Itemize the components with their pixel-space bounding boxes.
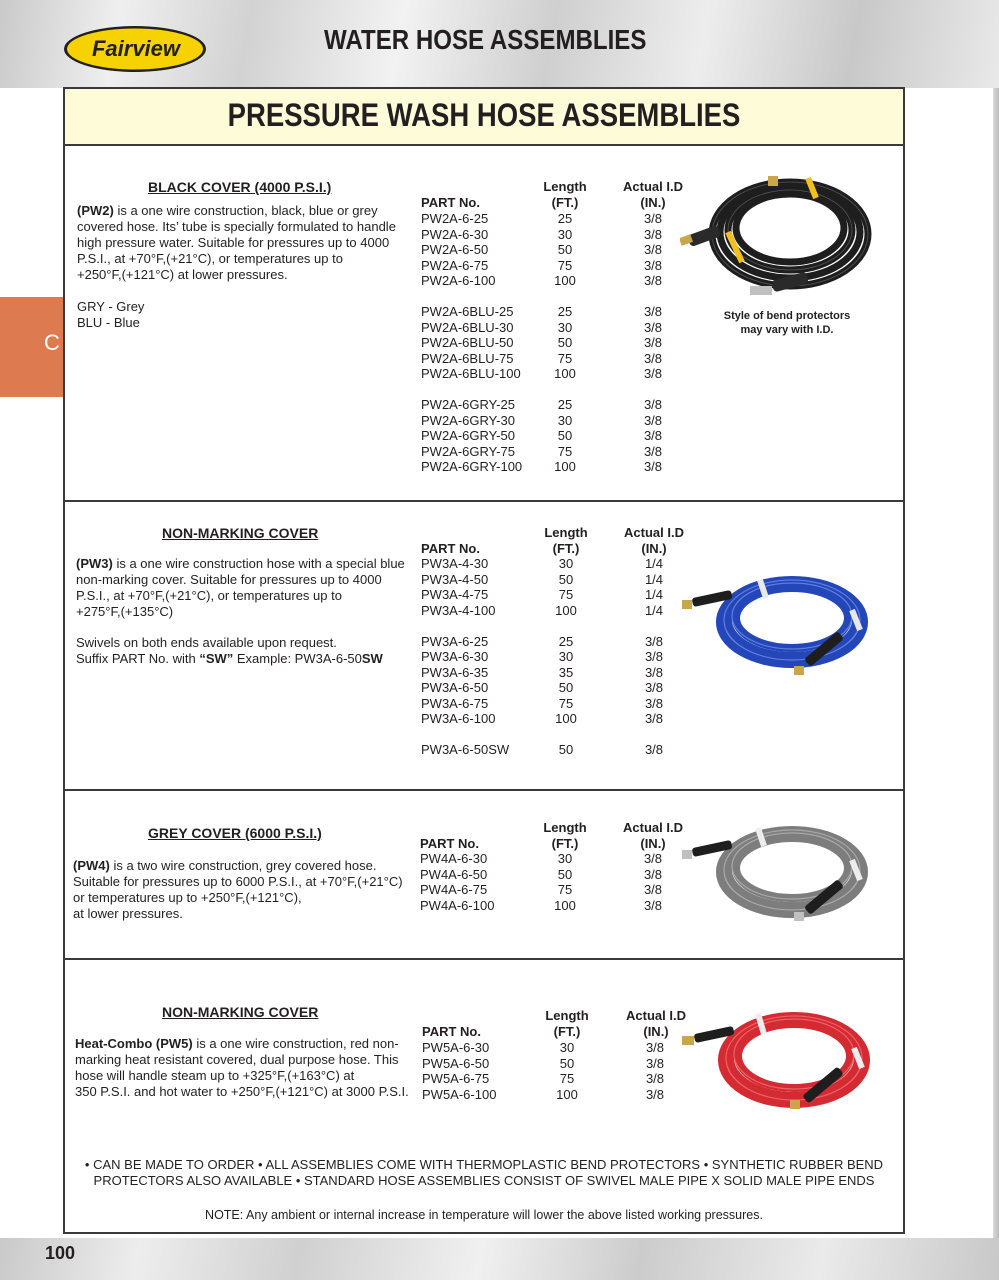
length-value: 100 <box>554 897 576 913</box>
id-value: 1/4 <box>644 571 664 587</box>
id-value: 3/8 <box>644 695 664 711</box>
product-code: (PW3) <box>76 556 113 571</box>
desc-line: marking heat resistant covered, dual purpose hose. This <box>75 1052 399 1067</box>
part-number: PW2A-6-25 <box>421 211 489 226</box>
hose-image-grey <box>682 814 872 926</box>
part-number: PW5A-6-75 <box>422 1071 490 1086</box>
part-number: PW2A-6GRY-50 <box>421 428 515 443</box>
part-number: PW2A-6GRY-25 <box>421 397 515 412</box>
desc-line: +275°F,(+135°C) <box>76 604 174 619</box>
part-number: PW2A-6GRY-30 <box>421 412 515 428</box>
length-column <box>535 851 595 913</box>
part-column <box>420 851 494 913</box>
section-tab <box>0 297 63 397</box>
id-value: 3/8 <box>643 443 663 459</box>
id-column <box>623 851 683 913</box>
length-value: 100 <box>554 273 576 288</box>
desc-line: is a one wire construction, black, blue or grey <box>113 203 378 218</box>
section-title: NON-MARKING COVER <box>162 1004 319 1020</box>
part-number: PW3A-6-50SW <box>421 742 510 757</box>
part-number: PW2A-6BLU-75 <box>421 350 514 366</box>
length-value: 100 <box>555 602 577 618</box>
desc-line: non-marking cover. Suitable for pressures up to 4000 <box>76 572 382 587</box>
id-value: 3/8 <box>643 397 663 412</box>
color-code: GRY - Grey <box>77 299 145 314</box>
id-value: 3/8 <box>644 633 664 649</box>
length-value: 75 <box>558 587 574 602</box>
length-header: Length (FT.) <box>543 179 587 210</box>
id-value: 3/8 <box>643 882 663 897</box>
part-number: PW2A-6-30 <box>421 226 489 242</box>
part-number: PW3A-4-50 <box>421 571 489 587</box>
id-value: 3/8 <box>645 1040 665 1055</box>
length-value: 30 <box>558 556 574 571</box>
length-value: 25 <box>557 211 573 226</box>
id-value: 1/4 <box>644 587 664 602</box>
desc-line: high pressure water. Suitable for pressures up to 4000 <box>77 235 390 250</box>
part-header: PART No. <box>420 836 479 851</box>
part-number: PW5A-6-50 <box>422 1055 490 1071</box>
notes-line: PROTECTORS ALSO AVAILABLE • STANDARD HOSE ASSEMBLIES CONSIST OF SWIVEL MALE PIPE X SOLID MALE PIPE ENDS <box>93 1173 875 1188</box>
length-value: 30 <box>557 319 573 335</box>
id-value: 3/8 <box>644 680 664 695</box>
id-value: 3/8 <box>644 649 664 664</box>
length-value: 30 <box>557 226 573 242</box>
desc-line: 350 P.S.I. and hot water to +250°F,(+121°C) at 3000 P.S.I. <box>75 1084 409 1099</box>
part-number: PW5A-6-100 <box>422 1086 497 1102</box>
desc-line: or temperatures up to +250°F,(+121°C), <box>73 890 302 905</box>
length-value: 50 <box>558 742 574 757</box>
desc-line: Swivels on both ends available upon request. <box>76 635 337 650</box>
length-value: 25 <box>557 304 573 319</box>
id-value: 3/8 <box>645 1086 665 1102</box>
part-number: PW4A-6-100 <box>420 897 495 913</box>
id-value: 3/8 <box>643 319 663 335</box>
id-value: 3/8 <box>643 350 663 366</box>
id-header: Actual I.D (IN.) <box>623 179 683 210</box>
id-value: 3/8 <box>643 866 663 882</box>
part-number: PW4A-6-50 <box>420 866 488 882</box>
id-column <box>623 211 683 475</box>
part-header: PART No. <box>421 541 480 556</box>
length-value: 50 <box>557 428 573 443</box>
id-header: Actual I.D (IN.) <box>623 820 683 851</box>
desc-line: P.S.I., at +70°F,(+21°C), or temperatures up to <box>76 588 342 603</box>
desc-line: P.S.I., at +70°F,(+21°C), or temperatures up to <box>77 251 343 266</box>
id-column <box>625 1040 685 1102</box>
part-column <box>422 1040 496 1102</box>
part-number: PW3A-6-30 <box>421 649 489 664</box>
id-value: 3/8 <box>644 664 664 680</box>
length-value: 25 <box>558 633 574 649</box>
logo-text: Fairview <box>91 36 181 61</box>
length-value: 75 <box>557 257 573 273</box>
id-value: 3/8 <box>643 242 663 257</box>
id-value: 3/8 <box>643 897 663 913</box>
length-value: 50 <box>557 335 573 350</box>
part-number: PW3A-4-75 <box>421 587 489 602</box>
part-number: PW4A-6-30 <box>420 851 488 866</box>
length-value: 100 <box>556 1086 578 1102</box>
part-number: PW2A-6-100 <box>421 273 496 288</box>
section-title: GREY COVER (6000 P.S.I.) <box>148 825 322 841</box>
product-code: (PW2) <box>77 203 114 218</box>
assembly-notes <box>65 1157 903 1189</box>
part-number: PW2A-6GRY-100 <box>421 459 523 474</box>
part-number: PW3A-6-25 <box>421 633 489 649</box>
part-number: PW3A-4-30 <box>421 556 489 571</box>
bend-protector-caption: Style of bend protectors may vary with I.D. <box>723 310 851 336</box>
id-value: 3/8 <box>643 412 663 428</box>
id-value: 1/4 <box>644 602 664 618</box>
page-title: PRESSURE WASH HOSE ASSEMBLIES <box>227 97 741 133</box>
section-description <box>76 556 405 667</box>
desc-line: is a two wire construction, grey covered hose. <box>109 858 377 873</box>
id-value: 3/8 <box>645 1055 665 1071</box>
section-description <box>77 203 396 331</box>
footer-band <box>0 1238 999 1280</box>
length-value: 75 <box>558 695 574 711</box>
section-title: NON-MARKING COVER <box>162 525 319 541</box>
part-number: PW5A-6-30 <box>422 1040 490 1055</box>
section-divider <box>65 789 903 791</box>
part-number: PW2A-6BLU-100 <box>421 366 521 381</box>
section-description <box>75 1036 409 1100</box>
fairview-logo <box>62 24 208 74</box>
section-title: BLACK COVER (4000 P.S.I.) <box>148 179 332 195</box>
id-header: Actual I.D (IN.) <box>626 1008 686 1039</box>
length-header: Length (FT.) <box>544 525 588 556</box>
desc-line: covered hose. Its’ tube is specially formulated to handle <box>77 219 396 234</box>
section-divider <box>65 958 903 960</box>
suffix-note: Suffix PART No. with “SW” Example: PW3A-6-50SW <box>76 651 383 666</box>
id-value: 3/8 <box>644 711 664 726</box>
length-value: 30 <box>557 412 573 428</box>
id-value: 3/8 <box>643 211 663 226</box>
length-value: 50 <box>558 680 574 695</box>
desc-line: Suitable for pressures up to 6000 P.S.I., at +70°F,(+21°C) <box>73 874 403 889</box>
length-value: 35 <box>558 664 574 680</box>
length-value: 25 <box>557 397 573 412</box>
desc-line: +250°F,(+121°C) at lower pressures. <box>77 267 288 282</box>
hose-image-black <box>680 172 880 304</box>
title-band <box>65 89 903 146</box>
id-column <box>624 556 684 758</box>
part-column <box>421 211 522 475</box>
hose-image-red <box>682 1000 872 1116</box>
temperature-note: NOTE: Any ambient or internal increase in temperature will lower the above listed working pressures. <box>205 1208 763 1222</box>
length-value: 50 <box>559 1055 575 1071</box>
id-header: Actual I.D (IN.) <box>624 525 684 556</box>
desc-line: is a one wire construction hose with a special blue <box>112 556 405 571</box>
length-value: 75 <box>557 350 573 366</box>
page-number: 100 <box>45 1243 76 1263</box>
desc-line: is a one wire construction, red non- <box>192 1036 399 1051</box>
desc-line: hose will handle steam up to +325°F,(+163°C) at <box>75 1068 355 1083</box>
part-number: PW3A-6-100 <box>421 711 496 726</box>
length-column <box>535 211 595 475</box>
length-value: 100 <box>555 711 577 726</box>
id-value: 1/4 <box>644 556 664 571</box>
part-number: PW2A-6-50 <box>421 242 489 257</box>
part-number: PW2A-6GRY-75 <box>421 443 515 459</box>
length-value: 30 <box>559 1040 575 1055</box>
id-value: 3/8 <box>643 459 663 474</box>
length-value: 75 <box>559 1071 575 1086</box>
id-value: 3/8 <box>644 742 664 757</box>
hose-image-blue <box>682 570 872 682</box>
product-code: (PW4) <box>73 858 110 873</box>
product-code: Heat-Combo (PW5) <box>75 1036 193 1051</box>
length-value: 100 <box>554 366 576 381</box>
header-title: WATER HOSE ASSEMBLIES <box>324 24 647 55</box>
desc-line: at lower pressures. <box>73 906 183 921</box>
id-value: 3/8 <box>643 366 663 381</box>
section-divider <box>65 500 903 502</box>
length-value: 50 <box>557 242 573 257</box>
id-value: 3/8 <box>645 1071 665 1086</box>
part-number: PW2A-6BLU-50 <box>421 335 514 350</box>
part-header: PART No. <box>422 1024 481 1039</box>
length-value: 30 <box>557 851 573 866</box>
id-value: 3/8 <box>643 428 663 443</box>
part-number: PW2A-6BLU-25 <box>421 304 514 319</box>
id-value: 3/8 <box>643 335 663 350</box>
part-number: PW2A-6-75 <box>421 257 489 273</box>
length-value: 50 <box>557 866 573 882</box>
part-number: PW3A-6-35 <box>421 664 489 680</box>
length-value: 75 <box>557 882 573 897</box>
length-header: Length (FT.) <box>545 1008 589 1039</box>
part-number: PW3A-6-75 <box>421 695 489 711</box>
part-number: PW4A-6-75 <box>420 882 488 897</box>
part-number: PW3A-4-100 <box>421 602 496 618</box>
length-column <box>536 556 596 758</box>
length-value: 75 <box>557 443 573 459</box>
part-number: PW3A-6-50 <box>421 680 489 695</box>
length-value: 100 <box>554 459 576 474</box>
part-header: PART No. <box>421 195 480 210</box>
length-value: 50 <box>558 571 574 587</box>
tab-letter: C <box>44 330 60 355</box>
part-column <box>421 556 509 758</box>
page-edge <box>993 88 999 1238</box>
id-value: 3/8 <box>643 257 663 273</box>
length-header: Length (FT.) <box>543 820 587 851</box>
id-value: 3/8 <box>643 851 663 866</box>
id-value: 3/8 <box>643 273 663 288</box>
part-number: PW2A-6BLU-30 <box>421 319 514 335</box>
id-value: 3/8 <box>643 226 663 242</box>
notes-line: • CAN BE MADE TO ORDER • ALL ASSEMBLIES COME WITH THERMOPLASTIC BEND PROTECTORS • SYNTHETIC RUBBER BEND <box>84 1157 884 1172</box>
id-value: 3/8 <box>643 304 663 319</box>
length-value: 30 <box>558 649 574 664</box>
color-code: BLU - Blue <box>77 315 140 330</box>
length-column <box>537 1040 597 1102</box>
section-description <box>73 858 403 922</box>
